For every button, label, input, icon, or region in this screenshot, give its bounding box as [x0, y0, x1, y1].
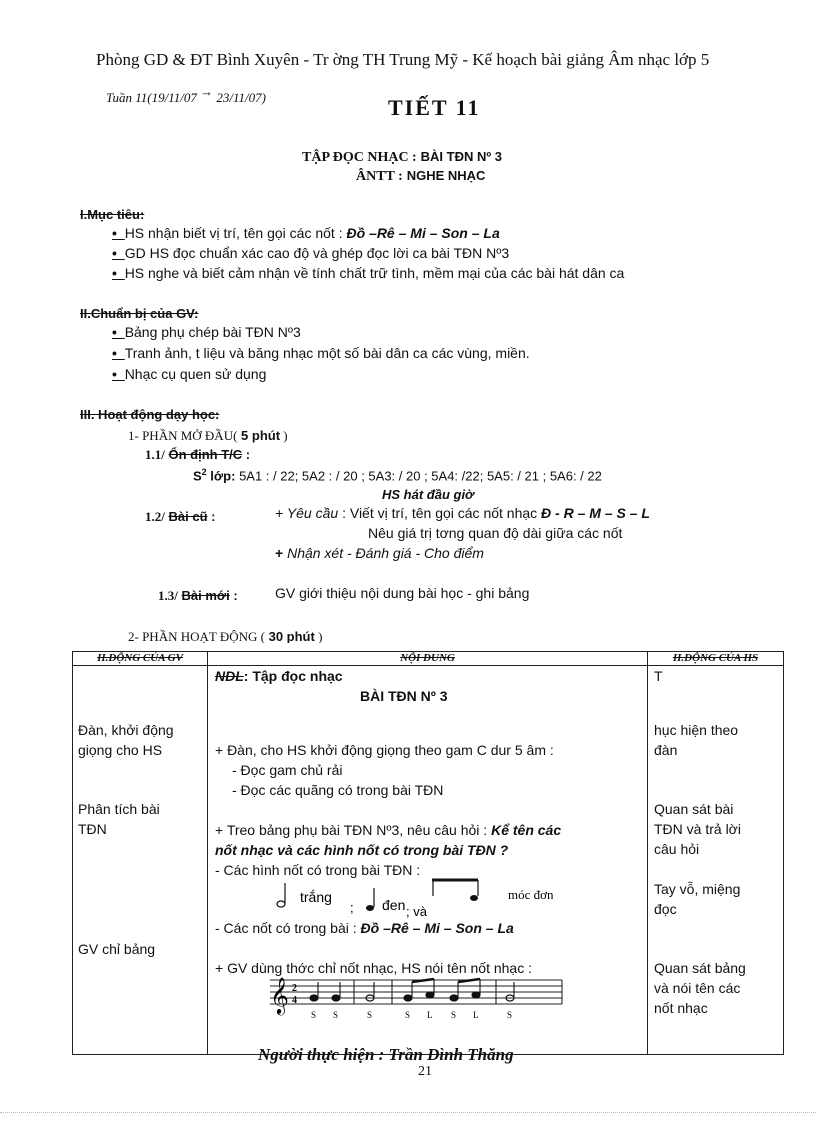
siso-lop: lớp: [206, 468, 236, 484]
bullet-icon: •_ [112, 345, 125, 361]
prep-3 [112, 366, 266, 382]
p11-text: Ổn định T/C [168, 447, 243, 462]
cac-not-text: - Các nốt có trong bài : [215, 920, 361, 936]
note-beam [412, 979, 434, 982]
part-2-label: 2- PHẦN HOẠT ĐỘNG ( [128, 629, 265, 643]
header-hs: H.ĐỘNG CỦA HS [648, 652, 784, 666]
gv-dung-line: + GV dùng thớc chỉ nốt nhạc, HS nói tên nốt nhạc : [215, 960, 532, 976]
p12-colon: : [207, 509, 216, 524]
quarter-note-icon [366, 888, 374, 911]
eighth-notes-icon [432, 880, 478, 901]
week-start: Tuần 11(19/11/07 [106, 90, 197, 105]
week-label [106, 84, 266, 106]
header-title: Phòng GD & ĐT Bình Xuyên - Tr ờng TH Trung Mỹ - Kế hoạch bài giảng Âm nhạc lớp 5 [96, 50, 710, 69]
ndl-row [215, 668, 343, 684]
staff-note-label: S [507, 1010, 513, 1020]
section-3-heading: III. Hoạt động dạy học: [80, 407, 220, 422]
treo-line [215, 822, 561, 838]
dash-1: - Đọc gam chủ rải [232, 762, 343, 778]
nhan-xet-row [275, 545, 484, 561]
staff-note-label: L [473, 1010, 479, 1020]
moc-don-label: móc đơn [508, 887, 554, 902]
hs-line-7: Tay vỗ, miệng [654, 881, 741, 897]
va-label: ; và [406, 904, 427, 919]
hs-line-11: nốt nhạc [654, 1000, 708, 1016]
part-2-time: 30 phút [264, 629, 315, 643]
treo-text: + Treo bảng phụ bài TĐN Nº3, nêu câu hỏi : [215, 822, 492, 838]
music-staff [270, 974, 570, 1020]
gv-line-1: Đàn, khởi động [78, 722, 174, 738]
cac-not-em: Đồ –Rê – Mi – Son – La [360, 920, 514, 936]
header-content: NỘI DUNG [208, 652, 648, 666]
objective-2 [112, 245, 509, 261]
part-1-label: 1- PHẦN MỞ ĐẦU( [128, 428, 238, 443]
hinh-not: - Các hình nốt có trong bài TĐN : [215, 862, 421, 878]
semicolon-1: ; [350, 900, 354, 915]
p11-label: 1.1/ [145, 447, 165, 462]
subject-tdn: TẬP ĐỌC NHẠC : [302, 150, 417, 165]
gv-line-4: TĐN [78, 821, 107, 837]
prep-1-text: Bảng phụ chép bài TĐN Nº3 [124, 324, 301, 340]
objective-3 [112, 265, 624, 281]
author-line: Người thực hiện : Trần Đình Thăng [258, 1045, 514, 1064]
p13-label: 1.3/ [158, 588, 178, 603]
p13-colon: : [229, 588, 238, 603]
bullet-icon: •_ [112, 245, 125, 261]
ndl-label: NDL [215, 668, 244, 684]
hs-line-10: và nói tên các [654, 980, 741, 996]
objective-2-text: GD HS đọc chuẩn xác cao độ và ghép đọc lời ca bài TĐN Nº3 [124, 245, 510, 261]
hs-line-9: Quan sát bảng [654, 960, 746, 976]
treo-line-2: nốt nhạc và các hình nốt có trong bài TĐN ? [215, 842, 509, 858]
hs-line-6: câu hỏi [654, 841, 700, 857]
part-2-heading [128, 629, 322, 643]
part-1-close: ) [280, 428, 288, 443]
prep-2-text: Tranh ảnh, t liệu và băng nhạc một số bài dân ca các vùng, miền. [124, 345, 530, 361]
staff-note-labels [311, 1010, 512, 1020]
subject-line-2 [356, 167, 485, 185]
dan-line: + Đàn, cho HS khởi động giọng theo gam C dur 5 âm : [215, 742, 554, 758]
content-column [208, 666, 648, 1055]
nhan-xet-plus: + [275, 545, 288, 561]
arrow-icon: → [200, 84, 214, 99]
dash-2: - Đọc các quãng có trong bài TĐN [232, 782, 444, 798]
gv-column [73, 666, 208, 1055]
hs-line-3: đàn [654, 742, 678, 758]
yeu-cau-label: + Yêu cầu [275, 505, 339, 521]
staff-note-label: L [427, 1010, 433, 1020]
table-row [73, 666, 784, 1055]
hs-line-8: đọc [654, 901, 677, 917]
siso-values: 5A1 : / 22; 5A2 : / 20 ; 5A3: / 20 ; 5A4: /22; 5A5: / 21 ; 5A6: / 22 [239, 468, 602, 484]
bai-title: BÀI TĐN Nº 3 [360, 688, 448, 704]
time-signature-bottom: 4 [292, 995, 297, 1006]
subject-bai: BÀI TĐN Nº 3 [420, 149, 502, 164]
prep-1 [112, 324, 301, 340]
siso-sup: 2 [201, 467, 207, 477]
prep-3-text: Nhạc cụ quen sử dụng [124, 366, 267, 382]
hs-line-4: Quan sát bài [654, 801, 734, 817]
subject-line-1 [302, 148, 502, 166]
hs-hat: HS hát đầu giờ [382, 487, 474, 502]
objective-1-notes: Đồ –Rê – Mi – Son – La [346, 225, 500, 241]
half-note-icon [277, 883, 285, 907]
page-divider [0, 1112, 816, 1113]
time-signature: 2 [292, 983, 297, 994]
page-number: 21 [418, 1064, 432, 1079]
siso-row [193, 467, 602, 483]
yeu-cau-text: : Viết vị trí, tên gọi các nốt nhạc [338, 505, 542, 521]
yeu-cau-row [275, 505, 650, 521]
den-label: đen [382, 897, 406, 913]
staff-note [426, 979, 434, 998]
p13-text: Bài mới [181, 588, 230, 603]
nhan-xet-text: Nhận xét - Đánh giá - Cho điểm [287, 545, 484, 561]
bullet-icon: •_ [112, 324, 125, 340]
part-1-heading [128, 428, 288, 444]
week-end: 23/11/07) [216, 90, 266, 105]
bullet-icon: •_ [112, 265, 125, 281]
ndl-text: : Tập đọc nhạc [243, 668, 343, 684]
hs-line-1: T [654, 668, 663, 684]
cac-not-row [215, 920, 514, 936]
p13-content: GV giới thiệu nội dung bài học - ghi bảng [275, 585, 530, 601]
treble-clef-icon: 𝄞 [270, 976, 289, 1014]
bullet-icon: •_ [112, 225, 125, 241]
p11-row [145, 447, 250, 463]
p12-label-row [145, 509, 215, 525]
objective-1-text: HS nhận biết vị trí, tên gọi các nốt : [124, 225, 347, 241]
objective-1 [112, 225, 500, 241]
gv-line-5: GV chỉ bảng [78, 941, 156, 957]
hs-column [648, 666, 784, 1055]
gv-line-3: Phân tích bài [78, 801, 160, 817]
hs-line-2: hục hiện theo [654, 722, 739, 738]
staff-note-label: S [405, 1010, 411, 1020]
p12-label: 1.2/ [145, 509, 165, 524]
section-1-heading: I.Mục tiêu: [80, 207, 145, 222]
header-gv: H.ĐỘNG CỦA GV [73, 652, 208, 666]
prep-2 [112, 345, 530, 361]
part-1-time: 5 phút [237, 428, 281, 443]
yeu-cau-notes: Đ - R – M – S – L [541, 505, 650, 521]
subject-nghe: NGHE NHẠC [406, 168, 486, 183]
staff-note-label: S [451, 1010, 457, 1020]
section-2-heading: II.Chuẩn bị của GV: [80, 306, 199, 321]
staff-note-label: S [367, 1010, 373, 1020]
p11-colon: : [242, 447, 251, 462]
part-2-close: ) [314, 629, 323, 643]
objective-3-text: HS nghe và biết cảm nhận về tính chất trữ tình, mềm mại của các bài hát dân ca [124, 265, 625, 281]
staff-note-label: S [333, 1010, 339, 1020]
treo-em: Kể tên các [491, 822, 562, 838]
neu-gia-tri: Nêu giá trị tơng quan độ dài giữa các nốt [368, 525, 623, 541]
table-header-row [73, 652, 784, 666]
staff-note [472, 979, 480, 998]
hs-line-5: TĐN và trả lời [654, 821, 741, 837]
p13-label-row [158, 588, 238, 604]
staff-note-label: S [311, 1010, 317, 1020]
note-beam [458, 979, 480, 982]
subject-antt: ÂNTT : [356, 169, 403, 184]
bullet-icon: •_ [112, 366, 125, 382]
gv-line-2: giọng cho HS [78, 742, 163, 758]
siso-label: S [193, 468, 202, 484]
lesson-title: TIẾT 11 [388, 95, 481, 120]
trang-label: trắng [300, 889, 332, 905]
activity-table [72, 651, 784, 1055]
p12-text: Bài cũ [168, 509, 208, 524]
note-shapes [258, 874, 638, 924]
